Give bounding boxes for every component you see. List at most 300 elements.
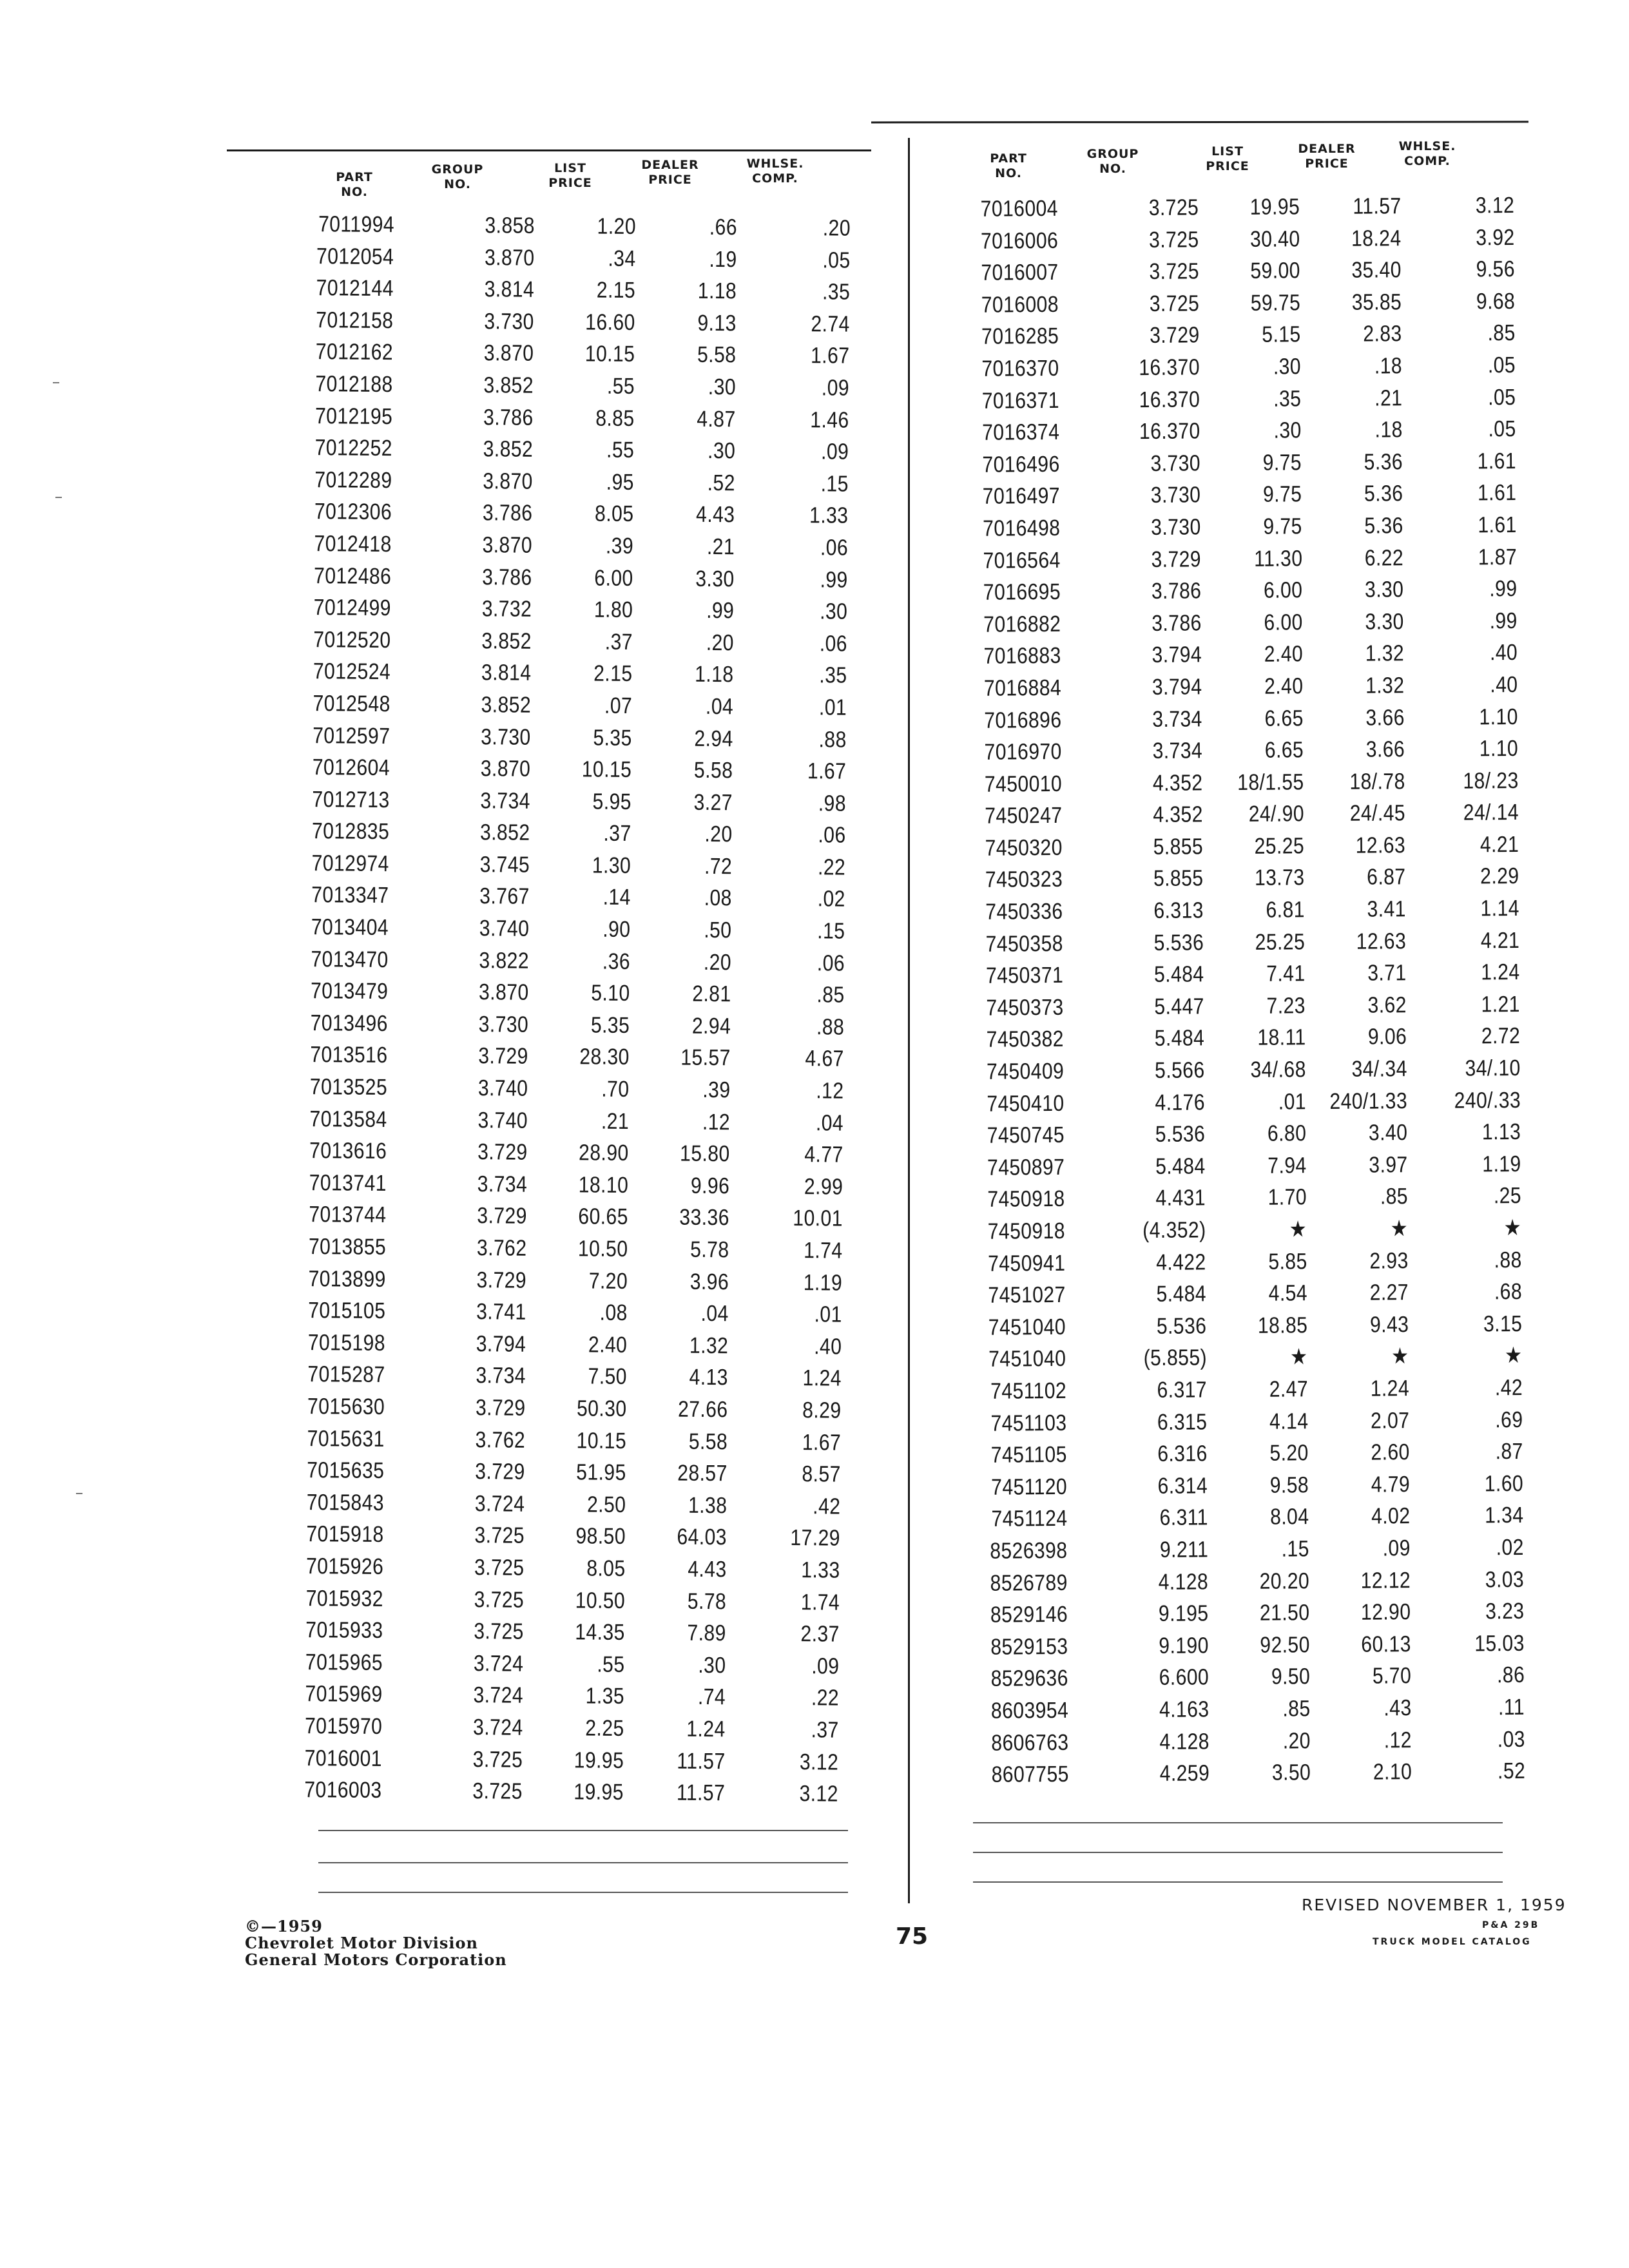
- cell-dealer-price: 18/.78: [1349, 768, 1405, 794]
- cell-list-price: 10.50: [575, 1587, 626, 1613]
- cell-group-no: 5.855: [1153, 865, 1204, 892]
- cell-dealer-price: .12: [1383, 1727, 1412, 1753]
- cell-part-no: 7450382: [986, 1026, 1065, 1053]
- cell-whlse-comp: .69: [1495, 1407, 1523, 1432]
- cell-list-price: 25.25: [1254, 833, 1305, 859]
- cell-dealer-price: .99: [706, 598, 735, 624]
- cell-whlse-comp: 4.21: [1480, 927, 1520, 954]
- cell-dealer-price: 3.62: [1367, 992, 1407, 1018]
- cell-whlse-comp: .04: [815, 1110, 844, 1136]
- footer-division: Chevrolet Motor Division: [245, 1934, 478, 1952]
- cell-part-no: 7450410: [987, 1090, 1065, 1117]
- table-row: [962, 512, 1516, 548]
- cell-whlse-comp: .42: [1494, 1374, 1523, 1401]
- cell-list-price: 2.40: [1264, 641, 1304, 668]
- cell-list-price: 5.95: [592, 789, 631, 814]
- table-row: [296, 1010, 844, 1046]
- table-row: [968, 1343, 1522, 1379]
- cell-group-no: 3.767: [479, 883, 530, 910]
- table-row: [961, 385, 1516, 421]
- cell-group-no: 5.484: [1154, 1025, 1205, 1052]
- cell-list-price: 2.40: [588, 1332, 628, 1358]
- cell-dealer-price: 5.78: [687, 1588, 727, 1614]
- cell-whlse-comp: .09: [820, 439, 849, 465]
- cell-part-no: 7012713: [312, 786, 390, 812]
- cell-group-no: 3.870: [480, 756, 531, 782]
- cell-part-no: 7016003: [304, 1777, 382, 1803]
- table-row: [965, 863, 1519, 899]
- cell-dealer-price: 15.57: [680, 1045, 731, 1071]
- cell-dealer-price: .52: [707, 470, 735, 496]
- cell-list-price: 2.15: [593, 660, 633, 687]
- cell-list-price: .55: [606, 437, 635, 463]
- cell-part-no: 7016564: [983, 547, 1061, 573]
- cell-dealer-price: 35.85: [1351, 289, 1402, 315]
- cell-whlse-comp: .06: [819, 631, 847, 657]
- table-row: [967, 1215, 1521, 1251]
- cell-part-no: 7012974: [311, 850, 390, 876]
- right-header-dealer-price: DEALER PRICE: [1298, 142, 1356, 171]
- cell-group-no: 3.734: [1152, 706, 1202, 732]
- cell-whlse-comp: 2.37: [800, 1621, 840, 1647]
- table-row: [966, 1023, 1520, 1059]
- cell-dealer-price: .18: [1374, 353, 1402, 379]
- cell-group-no: 3.729: [477, 1203, 527, 1229]
- left-header-dealer-price: DEALER PRICE: [641, 158, 699, 187]
- cell-part-no: 7450941: [988, 1250, 1066, 1276]
- cell-part-no: 7015631: [307, 1425, 385, 1452]
- cell-list-price: 7.41: [1266, 961, 1306, 986]
- cell-list-price: 6.80: [1267, 1120, 1307, 1146]
- cell-part-no: 7015198: [307, 1329, 386, 1356]
- cell-whlse-comp: .35: [819, 662, 847, 688]
- cell-group-no: 3.729: [478, 1043, 528, 1070]
- cell-part-no: 7013741: [309, 1169, 387, 1196]
- cell-whlse-comp: 1.74: [803, 1238, 843, 1264]
- cell-whlse-comp: .37: [811, 1717, 839, 1743]
- cell-group-no: 3.870: [478, 979, 529, 1006]
- cell-list-price: 10.15: [581, 756, 632, 783]
- cell-group-no: 3.870: [483, 340, 534, 367]
- cell-part-no: 7012054: [316, 243, 394, 269]
- cell-group-no: 4.352: [1152, 770, 1203, 796]
- table-row: [298, 850, 845, 887]
- cell-list-price: 18/1.55: [1237, 769, 1304, 795]
- cell-part-no: 7016496: [982, 451, 1061, 477]
- cell-dealer-price: 5.36: [1364, 513, 1403, 539]
- cell-whlse-comp: .85: [816, 982, 845, 1008]
- cell-part-no: 7450320: [985, 834, 1063, 861]
- cell-list-price: 9.75: [1262, 481, 1302, 508]
- cell-dealer-price: .20: [706, 629, 734, 655]
- cell-dealer-price: 11.57: [676, 1748, 726, 1774]
- left-header-part-no: PART NO.: [336, 170, 373, 199]
- cell-group-no: 9.190: [1159, 1633, 1209, 1658]
- table-row: [960, 193, 1514, 229]
- cell-whlse-comp: 1.60: [1484, 1470, 1524, 1497]
- cell-whlse-comp: 3.03: [1485, 1566, 1525, 1592]
- cell-list-price: .70: [601, 1076, 630, 1102]
- cell-list-price: 50.30: [576, 1396, 627, 1421]
- table-row: [299, 658, 847, 695]
- cell-dealer-price: .12: [702, 1109, 731, 1135]
- table-row: [963, 640, 1518, 676]
- table-row: [293, 1426, 841, 1462]
- table-row: [301, 435, 849, 471]
- table-row: [291, 1777, 838, 1813]
- cell-part-no: 7016497: [982, 483, 1061, 510]
- cell-dealer-price: 5.70: [1372, 1663, 1412, 1689]
- cell-dealer-price: 4.13: [689, 1365, 728, 1390]
- table-row: [968, 1311, 1522, 1347]
- cell-list-price: 6.00: [594, 565, 633, 591]
- table-row: [964, 768, 1518, 804]
- cell-whlse-comp: 1.67: [807, 758, 847, 784]
- cell-group-no: 4.163: [1159, 1696, 1210, 1722]
- cell-group-no: 3.794: [476, 1331, 526, 1357]
- cell-dealer-price: 1.32: [1365, 640, 1405, 666]
- table-row: [970, 1695, 1525, 1731]
- cell-dealer-price: .04: [705, 693, 734, 720]
- cell-list-price: ★: [1290, 1344, 1308, 1370]
- cell-part-no: 7015970: [305, 1713, 383, 1739]
- cell-whlse-comp: 4.77: [804, 1142, 843, 1168]
- cell-part-no: 7012162: [315, 339, 394, 365]
- cell-dealer-price: 3.27: [693, 789, 733, 815]
- cell-group-no: 3.730: [1150, 482, 1201, 508]
- cell-group-no: 16.370: [1139, 418, 1200, 445]
- cell-group-no: 16.370: [1139, 354, 1200, 381]
- cell-group-no: 16.370: [1139, 386, 1200, 412]
- cell-dealer-price: .04: [700, 1301, 729, 1327]
- cell-whlse-comp: .05: [822, 247, 851, 273]
- cell-group-no: 3.852: [481, 628, 532, 654]
- cell-dealer-price: 1.38: [688, 1492, 728, 1518]
- cell-dealer-price: 5.58: [693, 757, 733, 783]
- cell-dealer-price: .50: [703, 917, 732, 943]
- cell-list-price: 60.65: [578, 1204, 628, 1230]
- cell-group-no: 3.852: [483, 436, 534, 462]
- cell-list-price: .36: [602, 948, 631, 974]
- cell-part-no: 8607755: [991, 1761, 1070, 1787]
- cell-part-no: 7015635: [307, 1457, 385, 1484]
- cell-list-price: 7.23: [1266, 993, 1306, 1019]
- table-row: [303, 211, 851, 247]
- cell-whlse-comp: .22: [811, 1685, 840, 1711]
- cell-part-no: 7012158: [316, 307, 394, 333]
- cell-dealer-price: 18.24: [1351, 225, 1402, 251]
- cell-list-price: 14.35: [575, 1619, 625, 1646]
- cell-whlse-comp: .40: [1490, 671, 1518, 698]
- cell-whlse-comp: .05: [1487, 352, 1516, 378]
- cell-list-price: 8.05: [594, 501, 634, 527]
- cell-dealer-price: 3.30: [695, 566, 735, 591]
- cell-group-no: 3.730: [1150, 514, 1201, 540]
- cell-whlse-comp: .40: [813, 1334, 842, 1360]
- cell-dealer-price: 5.36: [1364, 481, 1403, 506]
- cell-part-no: 7013516: [310, 1042, 388, 1068]
- cell-list-price: 9.50: [1271, 1664, 1311, 1689]
- table-row: [965, 959, 1519, 995]
- cell-part-no: 7015933: [305, 1617, 383, 1644]
- table-row: [965, 800, 1519, 836]
- table-row: [970, 1566, 1524, 1602]
- blank-line: [973, 1852, 1503, 1853]
- cell-whlse-comp: .02: [1496, 1534, 1524, 1561]
- cell-dealer-price: 1.24: [1370, 1376, 1410, 1401]
- cell-list-price: 8.05: [586, 1555, 626, 1581]
- cell-dealer-price: 34/.34: [1351, 1056, 1407, 1082]
- cell-group-no: 3.786: [1151, 578, 1202, 604]
- table-row: [969, 1471, 1523, 1507]
- cell-group-no: 3.794: [1152, 642, 1202, 668]
- cell-group-no: 3.741: [476, 1299, 526, 1325]
- cell-dealer-price: 2.10: [1373, 1759, 1412, 1785]
- cell-part-no: 7013744: [309, 1202, 387, 1228]
- cell-group-no: 3.725: [472, 1778, 523, 1804]
- cell-part-no: 7015932: [305, 1585, 384, 1611]
- cell-list-price: .34: [608, 245, 636, 271]
- cell-part-no: 7450918: [987, 1186, 1066, 1213]
- cell-whlse-comp: .99: [1489, 608, 1518, 633]
- cell-group-no: 5.484: [1155, 1153, 1206, 1179]
- cell-dealer-price: 2.83: [1363, 321, 1402, 347]
- cell-whlse-comp: 1.34: [1484, 1503, 1524, 1528]
- cell-whlse-comp: .25: [1493, 1183, 1521, 1209]
- cell-part-no: 7016004: [980, 195, 1059, 222]
- cell-dealer-price: 12.12: [1360, 1567, 1411, 1593]
- cell-dealer-price: .85: [1380, 1184, 1408, 1209]
- cell-part-no: 7015105: [308, 1298, 386, 1324]
- cell-list-price: 6.81: [1266, 897, 1305, 923]
- cell-whlse-comp: .06: [816, 950, 845, 976]
- table-row: [961, 352, 1516, 389]
- table-row: [961, 289, 1515, 325]
- cell-list-price: .21: [601, 1108, 630, 1134]
- cell-dealer-price: 3.30: [1364, 577, 1404, 602]
- cell-list-price: 30.40: [1249, 226, 1300, 252]
- cell-group-no: 3.786: [481, 564, 532, 590]
- cell-dealer-price: 6.22: [1364, 544, 1404, 571]
- cell-dealer-price: 60.13: [1361, 1631, 1411, 1657]
- cell-group-no: 3.724: [474, 1490, 525, 1517]
- footer-copyright: ©—1959: [245, 1917, 323, 1936]
- table-row: [296, 1074, 843, 1110]
- cell-part-no: 7015918: [306, 1521, 385, 1548]
- cell-dealer-price: 6.87: [1366, 864, 1406, 890]
- cell-group-no: 6.315: [1157, 1408, 1208, 1435]
- cell-whlse-comp: .05: [1488, 416, 1516, 442]
- cell-dealer-price: .21: [706, 533, 735, 560]
- cell-dealer-price: .74: [697, 1684, 726, 1710]
- cell-part-no: 7016498: [983, 515, 1061, 541]
- cell-part-no: 7451027: [988, 1282, 1066, 1308]
- cell-group-no: 6.600: [1159, 1664, 1210, 1691]
- cell-group-no: 3.822: [479, 947, 530, 974]
- table-row: [291, 1745, 838, 1781]
- table-row: [961, 320, 1515, 356]
- cell-dealer-price: 64.03: [677, 1524, 728, 1550]
- cell-group-no: 6.313: [1153, 898, 1204, 923]
- cell-dealer-price: .30: [707, 438, 736, 464]
- cell-whlse-comp: 24/.14: [1463, 800, 1519, 825]
- cell-list-price: 5.20: [1269, 1440, 1309, 1466]
- cell-list-price: 7.20: [588, 1268, 628, 1294]
- cell-list-price: 16.60: [585, 309, 635, 335]
- cell-list-price: 2.50: [586, 1492, 626, 1517]
- blank-line: [973, 1881, 1503, 1883]
- cell-part-no: 7450358: [985, 930, 1064, 957]
- cell-whlse-comp: 1.10: [1479, 704, 1518, 729]
- cell-group-no: 3.725: [474, 1619, 524, 1644]
- cell-whlse-comp: 2.29: [1480, 863, 1519, 889]
- cell-list-price: 18.11: [1257, 1024, 1306, 1051]
- cell-part-no: 7450371: [986, 963, 1064, 988]
- cell-whlse-comp: .88: [818, 726, 847, 753]
- cell-list-price: 10.15: [584, 341, 635, 367]
- cell-whlse-comp: 2.74: [811, 311, 850, 337]
- table-row: [971, 1758, 1525, 1794]
- cell-dealer-price: .72: [704, 853, 733, 879]
- cell-group-no: 4.259: [1159, 1760, 1210, 1786]
- cell-dealer-price: 9.43: [1369, 1311, 1409, 1338]
- cell-list-price: .30: [1273, 354, 1301, 380]
- cell-group-no: 3.814: [484, 276, 535, 303]
- cell-whlse-comp: 1.61: [1478, 512, 1517, 538]
- cell-part-no: 7012144: [316, 275, 394, 302]
- table-row: [970, 1599, 1524, 1635]
- cell-group-no: 3.786: [483, 404, 534, 430]
- cell-group-no: 3.740: [479, 916, 530, 941]
- blank-line: [318, 1862, 848, 1863]
- cell-list-price: 6.00: [1263, 577, 1303, 603]
- cell-whlse-comp: 15.03: [1474, 1630, 1525, 1657]
- cell-part-no: 7012524: [313, 658, 391, 685]
- cell-list-price: .39: [605, 533, 634, 559]
- table-row: [298, 787, 846, 823]
- cell-group-no: 3.730: [484, 308, 534, 334]
- cell-dealer-price: .66: [709, 214, 737, 240]
- cell-group-no: 3.729: [477, 1139, 528, 1166]
- cell-dealer-price: 15.80: [679, 1140, 730, 1167]
- table-row: [965, 832, 1519, 868]
- cell-dealer-price: 3.71: [1367, 960, 1407, 986]
- table-row: [966, 1055, 1520, 1091]
- cell-list-price: ★: [1289, 1216, 1307, 1242]
- table-row: [968, 1279, 1522, 1315]
- cell-part-no: 7013470: [311, 946, 389, 972]
- table-row: [300, 563, 847, 599]
- cell-whlse-comp: 1.67: [802, 1429, 842, 1456]
- cell-dealer-price: 3.40: [1368, 1120, 1408, 1146]
- cell-group-no: 6.316: [1157, 1441, 1208, 1467]
- cell-group-no: 3.734: [477, 1171, 528, 1197]
- blank-line: [973, 1822, 1503, 1823]
- margin-mark: [76, 1493, 82, 1494]
- cell-dealer-price: .21: [1374, 385, 1403, 411]
- table-row: [291, 1681, 839, 1717]
- cell-part-no: 7451124: [991, 1506, 1068, 1532]
- cell-group-no: 3.734: [1152, 738, 1203, 764]
- cell-group-no: 5.484: [1153, 961, 1204, 988]
- cell-group-no: (4.352): [1142, 1217, 1206, 1244]
- cell-whlse-comp: 8.57: [802, 1461, 841, 1487]
- cell-dealer-price: 3.96: [689, 1269, 729, 1294]
- cell-group-no: 4.128: [1159, 1728, 1210, 1754]
- cell-whlse-comp: .15: [816, 918, 845, 944]
- cell-dealer-price: 5.58: [697, 342, 737, 368]
- cell-list-price: 6.65: [1264, 737, 1304, 763]
- cell-dealer-price: 3.66: [1365, 736, 1405, 762]
- cell-list-price: 2.40: [1264, 673, 1304, 699]
- cell-part-no: 7013855: [309, 1234, 387, 1260]
- table-row: [970, 1631, 1525, 1667]
- cell-part-no: 7450745: [987, 1122, 1065, 1148]
- cell-part-no: 8526398: [990, 1537, 1068, 1564]
- cell-whlse-comp: .09: [811, 1653, 840, 1679]
- cell-group-no: 5.536: [1155, 1121, 1206, 1148]
- cell-group-no: 3.729: [1149, 322, 1200, 349]
- cell-part-no: 7016884: [983, 675, 1062, 701]
- cell-whlse-comp: .40: [1489, 640, 1518, 666]
- cell-dealer-price: 12.63: [1355, 832, 1406, 858]
- table-row: [302, 371, 849, 407]
- cell-whlse-comp: .12: [816, 1078, 844, 1104]
- cell-dealer-price: 240/1.33: [1329, 1088, 1407, 1114]
- cell-list-price: 18.10: [578, 1172, 629, 1198]
- cell-part-no: 7015287: [307, 1361, 385, 1388]
- cell-part-no: 7451040: [988, 1314, 1066, 1340]
- cell-list-price: 10.50: [577, 1236, 628, 1262]
- table-row: [300, 531, 848, 567]
- table-row: [302, 307, 849, 343]
- cell-list-price: 2.25: [585, 1715, 624, 1741]
- cell-list-price: 18.85: [1257, 1312, 1308, 1338]
- cell-whlse-comp: 3.15: [1483, 1311, 1523, 1337]
- cell-part-no: 7012289: [314, 466, 392, 493]
- cell-list-price: .35: [1273, 385, 1302, 412]
- cell-list-price: 59.75: [1250, 290, 1301, 316]
- cell-list-price: 98.50: [575, 1523, 626, 1550]
- cell-group-no: 3.732: [481, 596, 532, 622]
- right-header-whlse-comp: WHLSE. COMP.: [1398, 139, 1456, 168]
- cell-part-no: 7451102: [990, 1378, 1067, 1404]
- cell-group-no: 4.431: [1155, 1185, 1206, 1211]
- table-row: [969, 1407, 1523, 1443]
- cell-dealer-price: 35.40: [1351, 257, 1402, 283]
- cell-whlse-comp: .22: [817, 854, 846, 880]
- cell-part-no: 7450918: [987, 1218, 1066, 1244]
- cell-group-no: 3.725: [474, 1523, 525, 1549]
- cell-list-price: 13.73: [1254, 865, 1305, 891]
- table-row: [298, 754, 846, 791]
- table-row: [299, 691, 847, 727]
- cell-group-no: 3.858: [485, 213, 535, 238]
- cell-whlse-comp: 1.61: [1477, 448, 1517, 474]
- cell-part-no: 7016285: [981, 323, 1059, 350]
- cell-part-no: 7016883: [983, 643, 1062, 669]
- cell-whlse-comp: .05: [1487, 384, 1516, 410]
- cell-whlse-comp: .98: [818, 790, 846, 816]
- cell-whlse-comp: 3.92: [1476, 224, 1515, 251]
- table-row: [963, 672, 1518, 708]
- cell-part-no: 8606763: [991, 1729, 1069, 1756]
- cell-dealer-price: 2.60: [1371, 1439, 1410, 1465]
- left-header-list-price: LIST PRICE: [548, 161, 592, 190]
- cell-group-no: 3.870: [483, 468, 533, 494]
- cell-group-no: 3.740: [477, 1075, 528, 1101]
- table-row: [292, 1553, 840, 1590]
